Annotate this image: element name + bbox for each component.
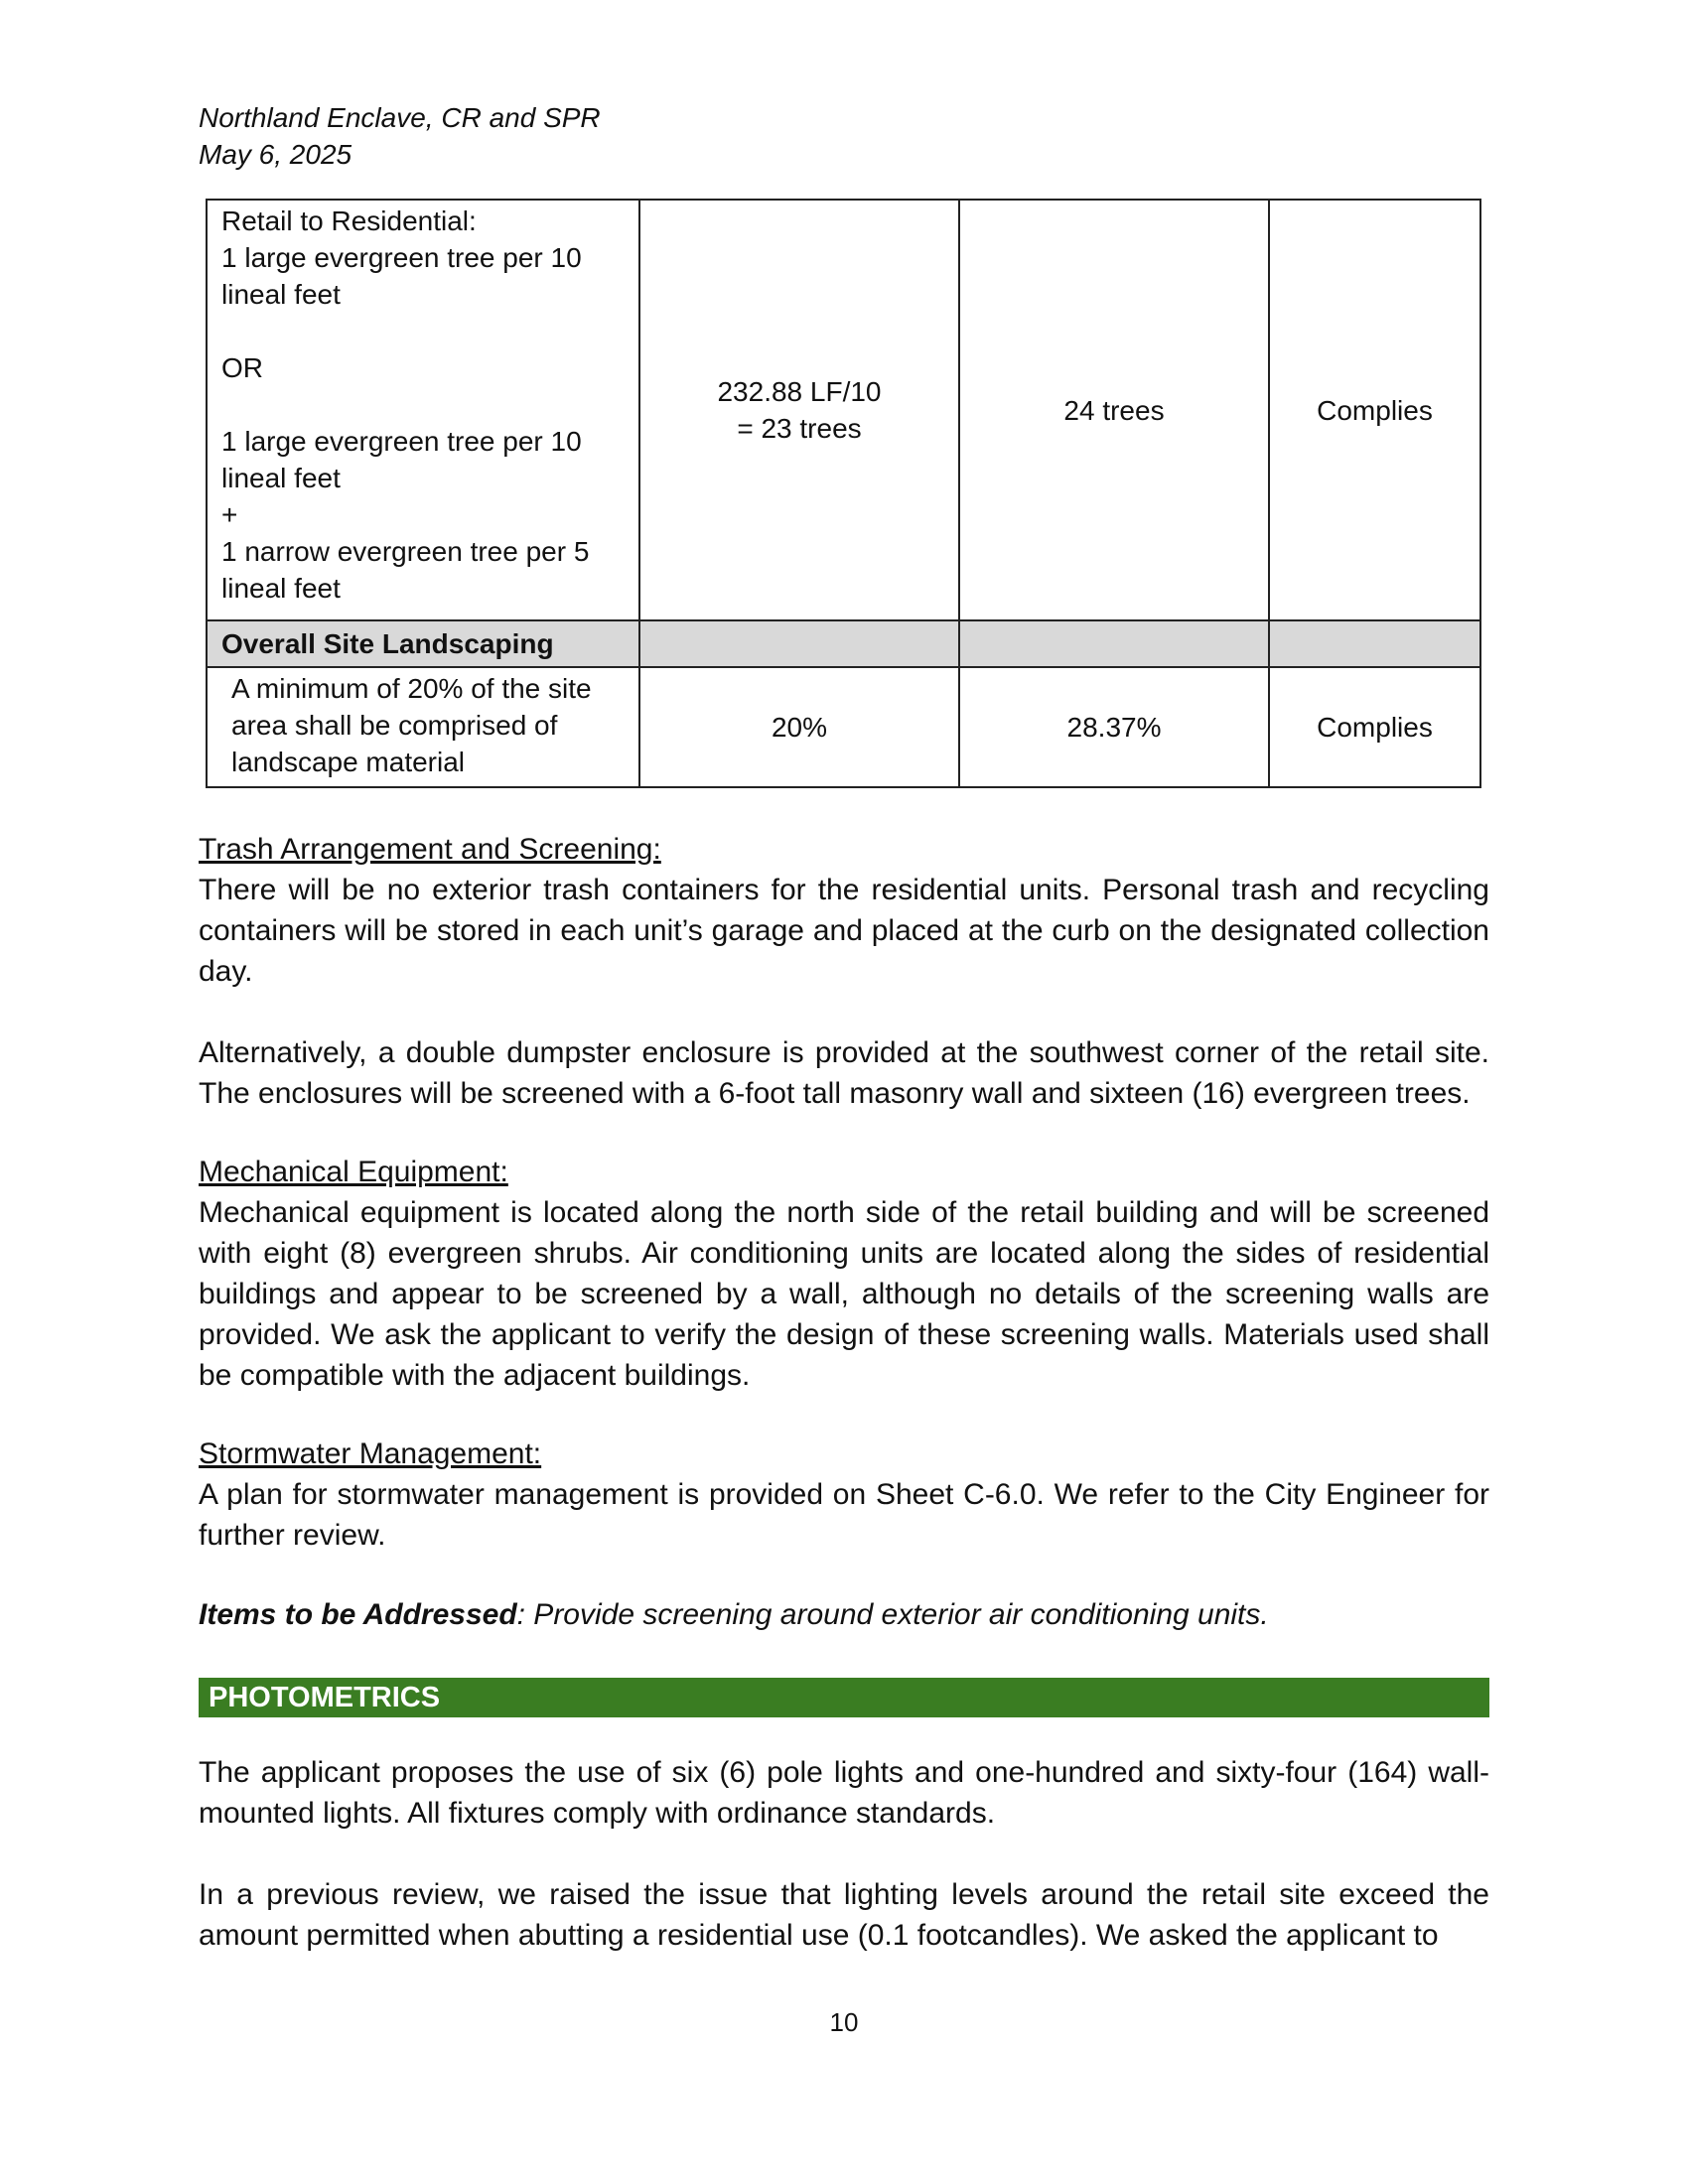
trash-paragraph-1: There will be no exterior trash containers for the residential units. Personal trash and recycling containers will be stored in each unit’s garage and placed at the curb on the designated collection day. xyxy=(199,874,1489,988)
trash-heading: Trash Arrangement and Screening: xyxy=(199,833,661,866)
status-cell: Complies xyxy=(1269,200,1480,620)
page-header xyxy=(199,99,601,173)
header-title: Northland Enclave, CR and SPR xyxy=(199,102,601,133)
items-to-address xyxy=(199,1594,1489,1635)
stormwater-heading: Stormwater Management: xyxy=(199,1437,542,1470)
photometrics-banner: PHOTOMETRICS xyxy=(199,1678,1489,1717)
items-text: : Provide screening around exterior air conditioning units. xyxy=(516,1598,1269,1631)
section-header-cell: Overall Site Landscaping xyxy=(207,620,639,667)
required-cell: 232.88 LF/10 = 23 trees xyxy=(639,200,959,620)
stormwater-paragraph: A plan for stormwater management is provided on Sheet C-6.0. We refer to the City Engineer for further review. xyxy=(199,1478,1489,1552)
trash-section xyxy=(199,829,1489,1114)
provided-cell: 24 trees xyxy=(959,200,1269,620)
trash-paragraph-2: Alternatively, a double dumpster enclosure is provided at the southwest corner of the retail site. The enclosures will be screened with a 6-foot tall masonry wall and sixteen (16) evergreen trees. xyxy=(199,1036,1489,1110)
header-date: May 6, 2025 xyxy=(199,139,352,170)
table-row xyxy=(207,200,1480,620)
required-cell: 20% xyxy=(639,667,959,787)
requirement-cell: Retail to Residential: 1 large evergreen tree per 10 lineal feet OR 1 large evergreen tree per 10 lineal feet + 1 narrow evergreen tree per 5 lineal feet xyxy=(207,200,639,620)
mechanical-heading: Mechanical Equipment: xyxy=(199,1156,508,1188)
mechanical-paragraph: Mechanical equipment is located along the north side of the retail building and will be screened with eight (8) evergreen shrubs. Air conditioning units are located along the sides of residential buildings and appear to be screened by a wall, although no details of the screening walls are provided. We ask the applicant to verify the design of these screening walls. Materials used shall be compatible with the adjacent buildings. xyxy=(199,1196,1489,1392)
mechanical-section xyxy=(199,1152,1489,1396)
page-number: 10 xyxy=(829,2007,859,2037)
landscaping-table xyxy=(206,199,1481,788)
table-section-row xyxy=(207,620,1480,667)
photometrics-paragraph-1: The applicant proposes the use of six (6) pole lights and one-hundred and sixty-four (164) wall-mounted lights. All fixtures comply with ordinance standards. xyxy=(199,1756,1489,1830)
items-label: Items to be Addressed xyxy=(199,1598,517,1631)
table-row xyxy=(207,667,1480,787)
photometrics-paragraph-2: In a previous review, we raised the issue that lighting levels around the retail site exceed the amount permitted when abutting a residential use (0.1 footcandles). We asked the applicant to xyxy=(199,1878,1489,1952)
status-cell: Complies xyxy=(1269,667,1480,787)
stormwater-section xyxy=(199,1433,1489,1556)
photometrics-section xyxy=(199,1752,1489,1956)
provided-cell: 28.37% xyxy=(959,667,1269,787)
requirement-cell: A minimum of 20% of the site area shall be comprised of landscape material xyxy=(207,667,639,787)
